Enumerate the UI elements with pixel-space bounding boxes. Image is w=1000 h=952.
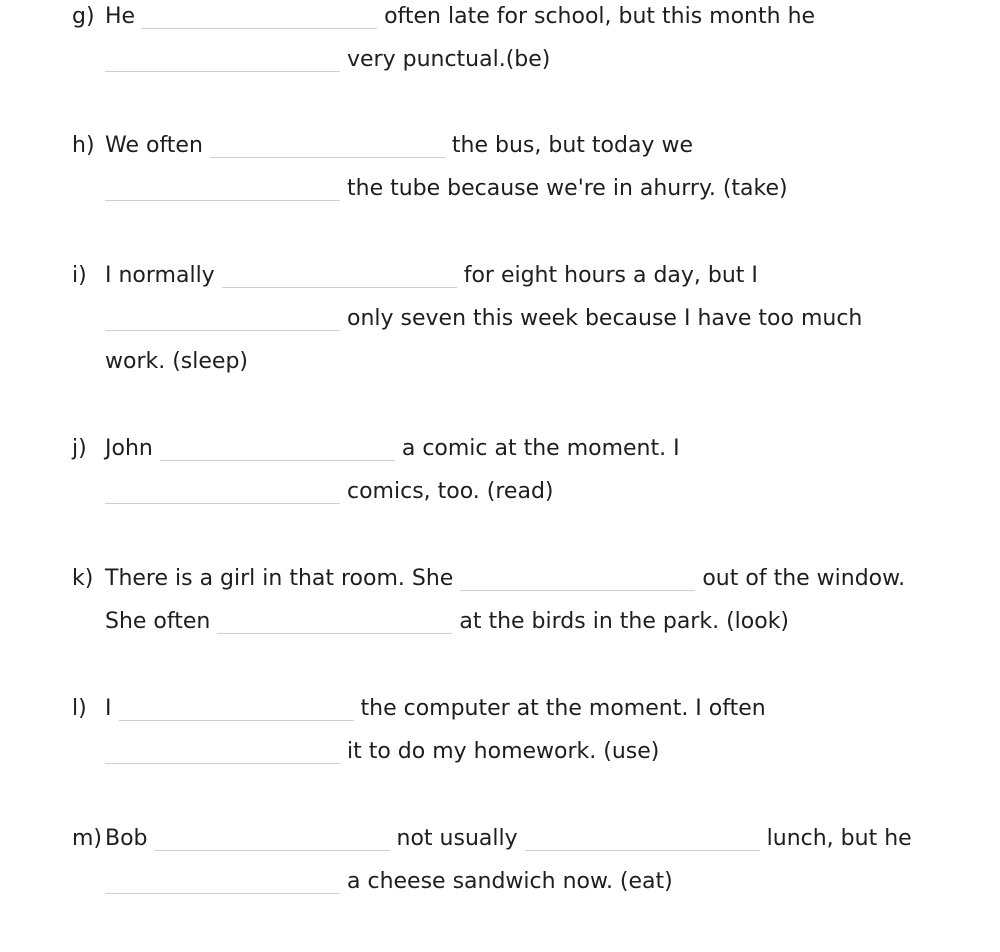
sentence-text: at the birds in the park. (look) (459, 609, 790, 634)
sentence-text: He (105, 4, 136, 29)
sentence-text: only seven this week because I have too much (347, 306, 863, 331)
answer-blank-input[interactable] (460, 564, 695, 591)
sentence-text: out of the window. (702, 566, 906, 591)
question-line (72, 45, 972, 88)
answer-blank-input[interactable] (217, 607, 452, 634)
question-line (72, 564, 972, 607)
sentence-text: I normally (105, 263, 215, 288)
question-marker: m) (72, 826, 103, 851)
question-line (72, 824, 972, 867)
sentence-text: the bus, but today we (451, 133, 693, 158)
sentence-text: for eight hours a day, but I (463, 263, 758, 288)
question-line (72, 304, 972, 347)
question-line (72, 737, 972, 780)
question-line (72, 607, 972, 650)
question-line (72, 477, 972, 520)
question-i (72, 261, 972, 390)
question-m (72, 824, 972, 910)
answer-blank-input[interactable] (105, 867, 340, 894)
sentence-text: a comic at the moment. I (401, 436, 680, 461)
question-marker: i) (72, 263, 87, 288)
sentence-text: There is a girl in that room. She (105, 566, 454, 591)
sentence-text: comics, too. (read) (347, 479, 554, 504)
sentence-text: I (105, 696, 112, 721)
question-line (72, 2, 972, 45)
answer-blank-input[interactable] (222, 261, 457, 288)
question-k (72, 564, 972, 650)
question-marker: l) (72, 696, 87, 721)
question-line (72, 867, 972, 910)
question-j (72, 434, 972, 520)
answer-blank-input[interactable] (142, 2, 377, 29)
question-l (72, 694, 972, 780)
question-marker: k) (72, 566, 94, 591)
answer-blank-input[interactable] (105, 737, 340, 764)
sentence-text: the computer at the moment. I often (360, 696, 766, 721)
question-h (72, 131, 972, 217)
answer-blank-input[interactable] (105, 304, 340, 331)
answer-blank-input[interactable] (210, 131, 445, 158)
answer-blank-input[interactable] (155, 824, 390, 851)
sentence-text: the tube because we're in ahurry. (take) (347, 176, 788, 201)
answer-blank-input[interactable] (119, 694, 354, 721)
answer-blank-input[interactable] (105, 477, 340, 504)
question-line (72, 174, 972, 217)
sentence-text: it to do my homework. (use) (347, 739, 660, 764)
sentence-text: not usually (396, 826, 518, 851)
sentence-text: Bob (105, 826, 148, 851)
answer-blank-input[interactable] (525, 824, 760, 851)
sentence-text: lunch, but he (766, 826, 912, 851)
sentence-text: often late for school, but this month he (384, 4, 816, 29)
answer-blank-input[interactable] (105, 45, 340, 72)
question-g (72, 2, 972, 88)
answer-blank-input[interactable] (105, 174, 340, 201)
answer-blank-input[interactable] (160, 434, 395, 461)
sentence-text: She often (105, 609, 211, 634)
question-line (72, 434, 972, 477)
sentence-text: a cheese sandwich now. (eat) (347, 869, 673, 894)
question-marker: g) (72, 4, 95, 29)
sentence-text: very punctual.(be) (347, 47, 551, 72)
question-line (72, 261, 972, 304)
question-line (72, 347, 972, 390)
question-line (72, 694, 972, 737)
question-marker: h) (72, 133, 95, 158)
question-marker: j) (72, 436, 87, 461)
sentence-text: work. (sleep) (105, 349, 248, 374)
sentence-text: John (105, 436, 153, 461)
question-line (72, 131, 972, 174)
sentence-text: We often (105, 133, 203, 158)
